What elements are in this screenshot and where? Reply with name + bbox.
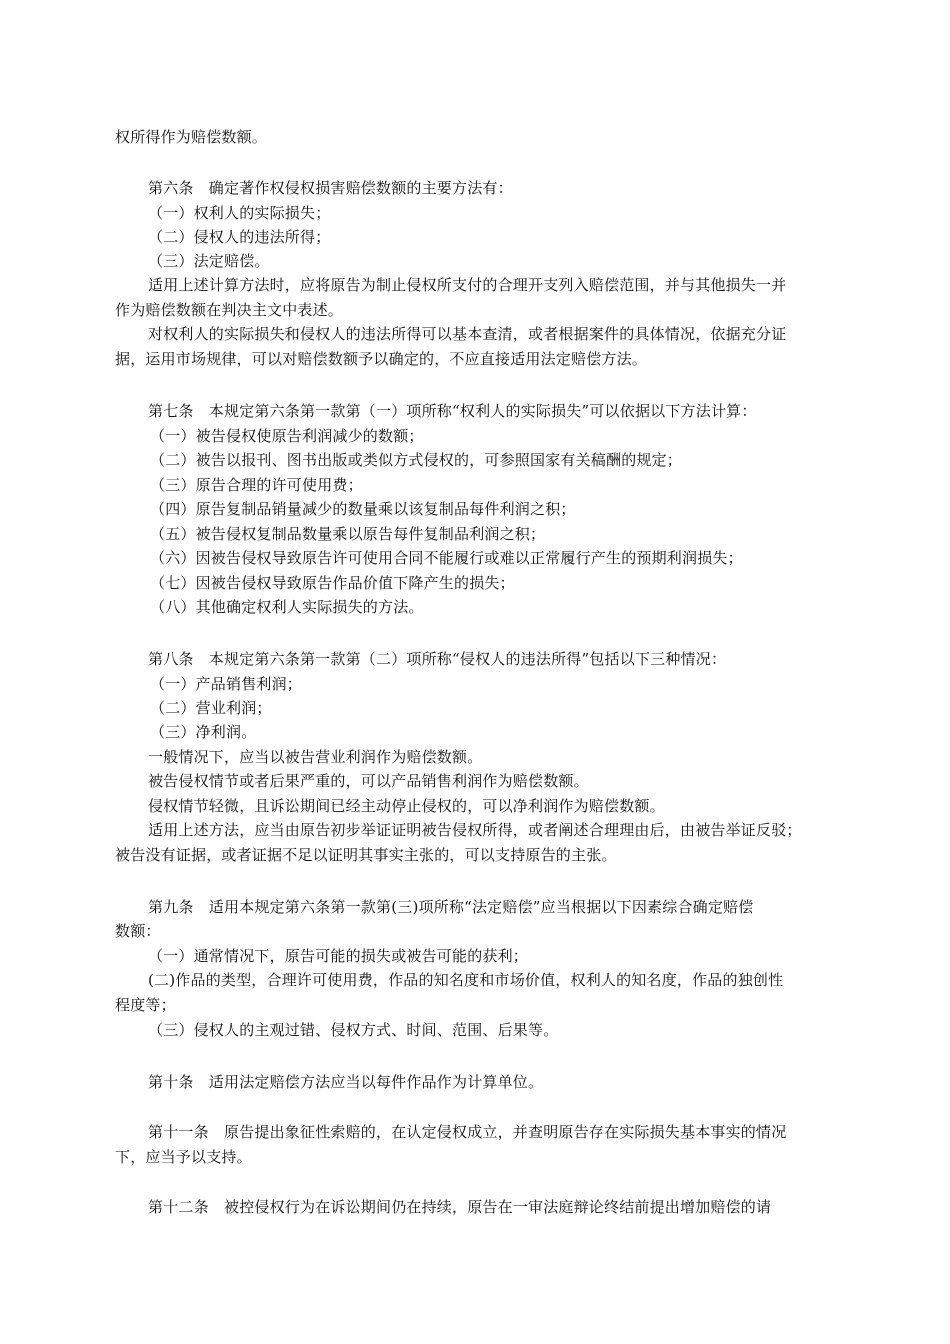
list-item: （三）净利润。 (150, 723, 257, 741)
article-8-heading: 第八条 本规定第六条第一款第（二）项所称“侵权人的违法所得”包括以下三种情况： (148, 650, 727, 668)
list-item: （二）侵权人的违法所得； (148, 228, 331, 246)
text-line: 被告侵权情节或者后果严重的，可以产品销售利润作为赔偿数额。 (148, 772, 589, 790)
article-10-heading: 第十条 适用法定赔偿方法应当以每件作品作为计算单位。 (148, 1073, 544, 1091)
article-9-heading: 第九条 适用本规定第六条第一款第(三)项所称“法定赔偿”应当根据以下因素综合确定赔偿 (148, 898, 754, 916)
list-item: （一）权利人的实际损失； (148, 204, 331, 222)
list-item: （一）被告侵权使原告利润减少的数额； (150, 427, 424, 445)
list-item: （一）通常情况下，原告可能的损失或被告可能的获利； (148, 947, 529, 965)
text-line: 权所得作为赔偿数额。 (115, 128, 268, 146)
list-item: （七）因被告侵权导致原告作品价值下降产生的损失； (150, 574, 515, 592)
text-line: 下，应当予以支持。 (115, 1148, 252, 1166)
text-line: 被告没有证据，或者证据不足以证明其事实主张的，可以支持原告的主张。 (115, 846, 617, 864)
list-item: （五）被告侵权复制品数量乘以原告每件复制品利润之积； (150, 525, 546, 543)
text-line: 适用上述计算方法时，应将原告为制止侵权所支付的合理开支列入赔偿范围，并与其他损失一并 (148, 276, 787, 294)
list-item: （三）原告合理的许可使用费； (150, 476, 363, 494)
list-item: （三）法定赔偿。 (148, 252, 270, 270)
list-item: （二）营业利润； (150, 699, 272, 717)
list-item: (二)作品的类型，合理许可使用费，作品的知名度和市场价值，权利人的知名度，作品的独创性 (148, 971, 784, 989)
article-7-heading: 第七条 本规定第六条第一款第（一）项所称“权利人的实际损失”可以依据以下方法计算： (148, 402, 757, 420)
list-item: （四）原告复制品销量减少的数量乘以该复制品每件利润之积； (150, 500, 576, 518)
text-line: 适用上述方法，应当由原告初步举证证明被告侵权所得，或者阐述合理理由后，由被告举证反驳； (148, 821, 802, 839)
list-item: （三）侵权人的主观过错、侵权方式、时间、范围、后果等。 (148, 1021, 559, 1039)
text-line: 数额： (115, 922, 161, 940)
text-line: 据，运用市场规律，可以对赔偿数额予以确定的，不应直接适用法定赔偿方法。 (115, 350, 648, 368)
text-line: 作为赔偿数额在判决主文中表述。 (115, 301, 344, 319)
article-11-heading: 第十一条 原告提出象征性索赔的，在认定侵权成立，并查明原告存在实际损失基本事实的情况 (148, 1123, 787, 1141)
text-line: 一般情况下，应当以被告营业利润作为赔偿数额。 (148, 748, 483, 766)
list-item: （二）被告以报刊、图书出版或类似方式侵权的，可参照国家有关稿酬的规定； (150, 451, 683, 469)
text-line: 对权利人的实际损失和侵权人的违法所得可以基本查清，或者根据案件的具体情况，依据充分证 (148, 325, 787, 343)
text-line: 程度等； (115, 996, 176, 1014)
list-item: （六）因被告侵权导致原告许可使用合同不能履行或难以正常履行产生的预期利润损失； (150, 549, 743, 567)
text-line: 侵权情节轻微，且诉讼期间已经主动停止侵权的，可以净利润作为赔偿数额。 (148, 797, 665, 815)
article-12-heading: 第十二条 被控侵权行为在诉讼期间仍在持续，原告在一审法庭辩论终结前提出增加赔偿的请 (148, 1198, 772, 1216)
list-item: （一）产品销售利润； (150, 675, 303, 693)
list-item: （八）其他确定权利人实际损失的方法。 (150, 598, 424, 616)
article-6-heading: 第六条 确定著作权侵权损害赔偿数额的主要方法有： (148, 179, 513, 197)
